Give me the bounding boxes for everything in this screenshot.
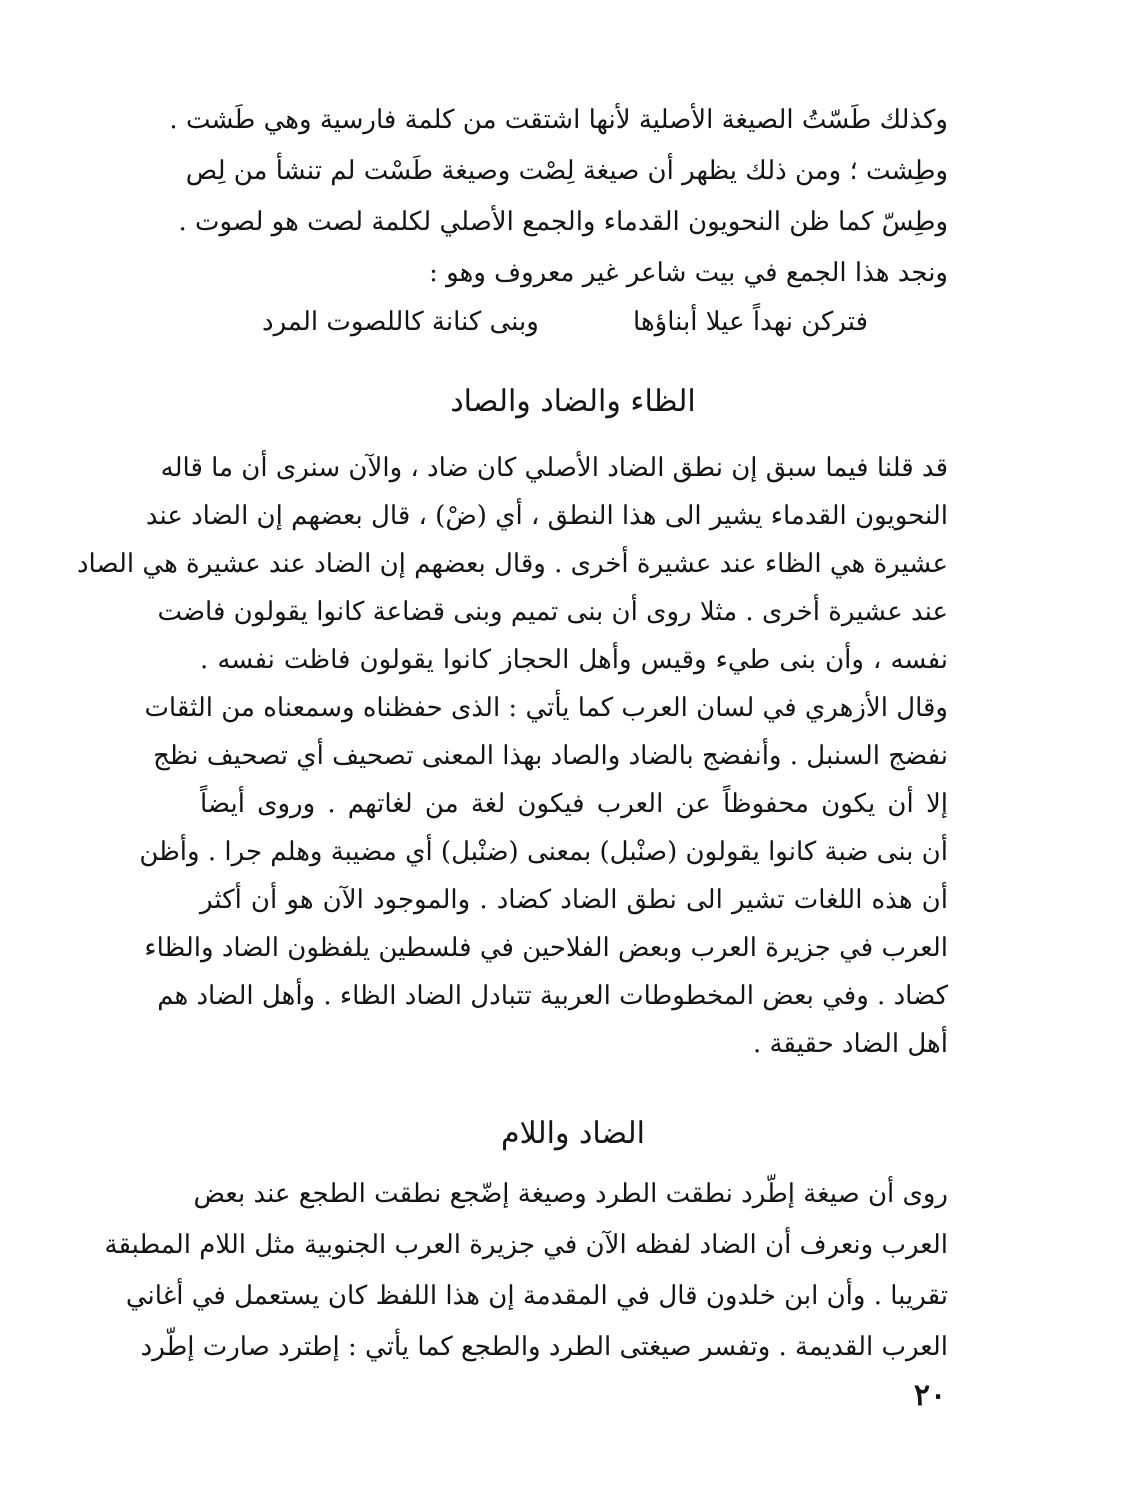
- text-line: أهل الضاد حقيقة .: [752, 1029, 948, 1059]
- text-line: وطِشت ؛ ومن ذلك يظهر أن صيغة لِصْت وصيغة طَسْت لم تنشأ من لِص: [185, 156, 948, 186]
- text-line: كضاد . وفي بعض المخطوطات العربية تتبادل الضاد الظاء . وأهل الضاد هم: [157, 981, 948, 1011]
- poem-verse: [262, 302, 868, 342]
- text-line: عند عشيرة أخرى . مثلا روى أن بنى تميم وبنى قضاعة كانوا يقولون فاضت: [157, 597, 948, 627]
- section-body: [104, 1178, 948, 1364]
- verse-first-hemistich: فتركن نهداً عيلا أبناؤها: [633, 307, 868, 337]
- verse-second-hemistich: وبنى كنانة كاللصوت المرد: [262, 307, 539, 337]
- text-line: وطِسّ كما ظن النحويون القدماء والجمع الأصلي لكلمة لصت هو لصوت .: [178, 207, 948, 237]
- text-line: أن بنى ضبة كانوا يقولون (صنْبل) بمعنى (ضنْبل) أي مضيبة وهلم جرا . وأظن: [139, 837, 948, 867]
- opening-paragraph: [169, 104, 948, 290]
- text-line: عشيرة هي الظاء عند عشيرة أخرى . وقال بعضهم إن الضاد عند عشيرة هي الصاد: [76, 549, 948, 579]
- text-line: النحويون القدماء يشير الى هذا النطق ، أي (ضْ) ، قال بعضهم إن الضاد عند: [145, 501, 948, 531]
- text-line: العرب في جزيرة العرب وبعض الفلاحين في فلسطين يلفظون الضاد والظاء: [144, 933, 948, 963]
- text-line: وكذلك طَسّتُ الصيغة الأصلية لأنها اشتقت من كلمة فارسية وهي طَشت .: [169, 105, 948, 135]
- page-number: ٢٠: [913, 1378, 947, 1413]
- text-line: العرب ونعرف أن الضاد لفظه الآن في جزيرة العرب الجنوبية مثل اللام المطبقة: [104, 1230, 948, 1260]
- section-heading: الظاء والضاد والصاد: [450, 384, 696, 419]
- text-line: نفضج السنبل . وأنفضج بالضاد والصاد بهذا المعنى تصحيف أي تصحيف نظج: [153, 741, 948, 771]
- section-heading: الضاد واللام: [501, 1116, 645, 1151]
- text-line: ونجد هذا الجمع في بيت شاعر غير معروف وهو :: [429, 258, 948, 288]
- text-line: إلا أن يكون محفوظاً عن العرب فيكون لغة من لغاتهم . وروى أيضاً: [200, 789, 948, 819]
- text-line: قد قلنا فيما سبق إن نطق الضاد الأصلي كان ضاد ، والآن سنرى أن ما قاله: [160, 453, 948, 483]
- text-line: أن هذه اللغات تشير الى نطق الضاد كضاد . والموجود الآن هو أن أكثر: [200, 885, 948, 915]
- text-line: وقال الأزهري في لسان العرب كما يأتي : الذى حفظناه وسمعناه من الثقات: [144, 693, 948, 723]
- text-line: تقريبا . وأن ابن خلدون قال في المقدمة إن هذا اللفظ كان يستعمل في أغاني: [125, 1281, 948, 1311]
- text-line: روى أن صيغة إطّرد نطقت الطرد وصيغة إضّجع نطقت الطجع عند بعض: [193, 1179, 948, 1209]
- section-body: [76, 452, 948, 1061]
- text-line: نفسه ، وأن بنى طيء وقيس وأهل الحجاز كانوا يقولون فاظت نفسه .: [200, 645, 948, 675]
- text-line: العرب القديمة . وتفسر صيغتى الطرد والطجع كما يأتي : إطترد صارت إطّرد: [140, 1332, 948, 1362]
